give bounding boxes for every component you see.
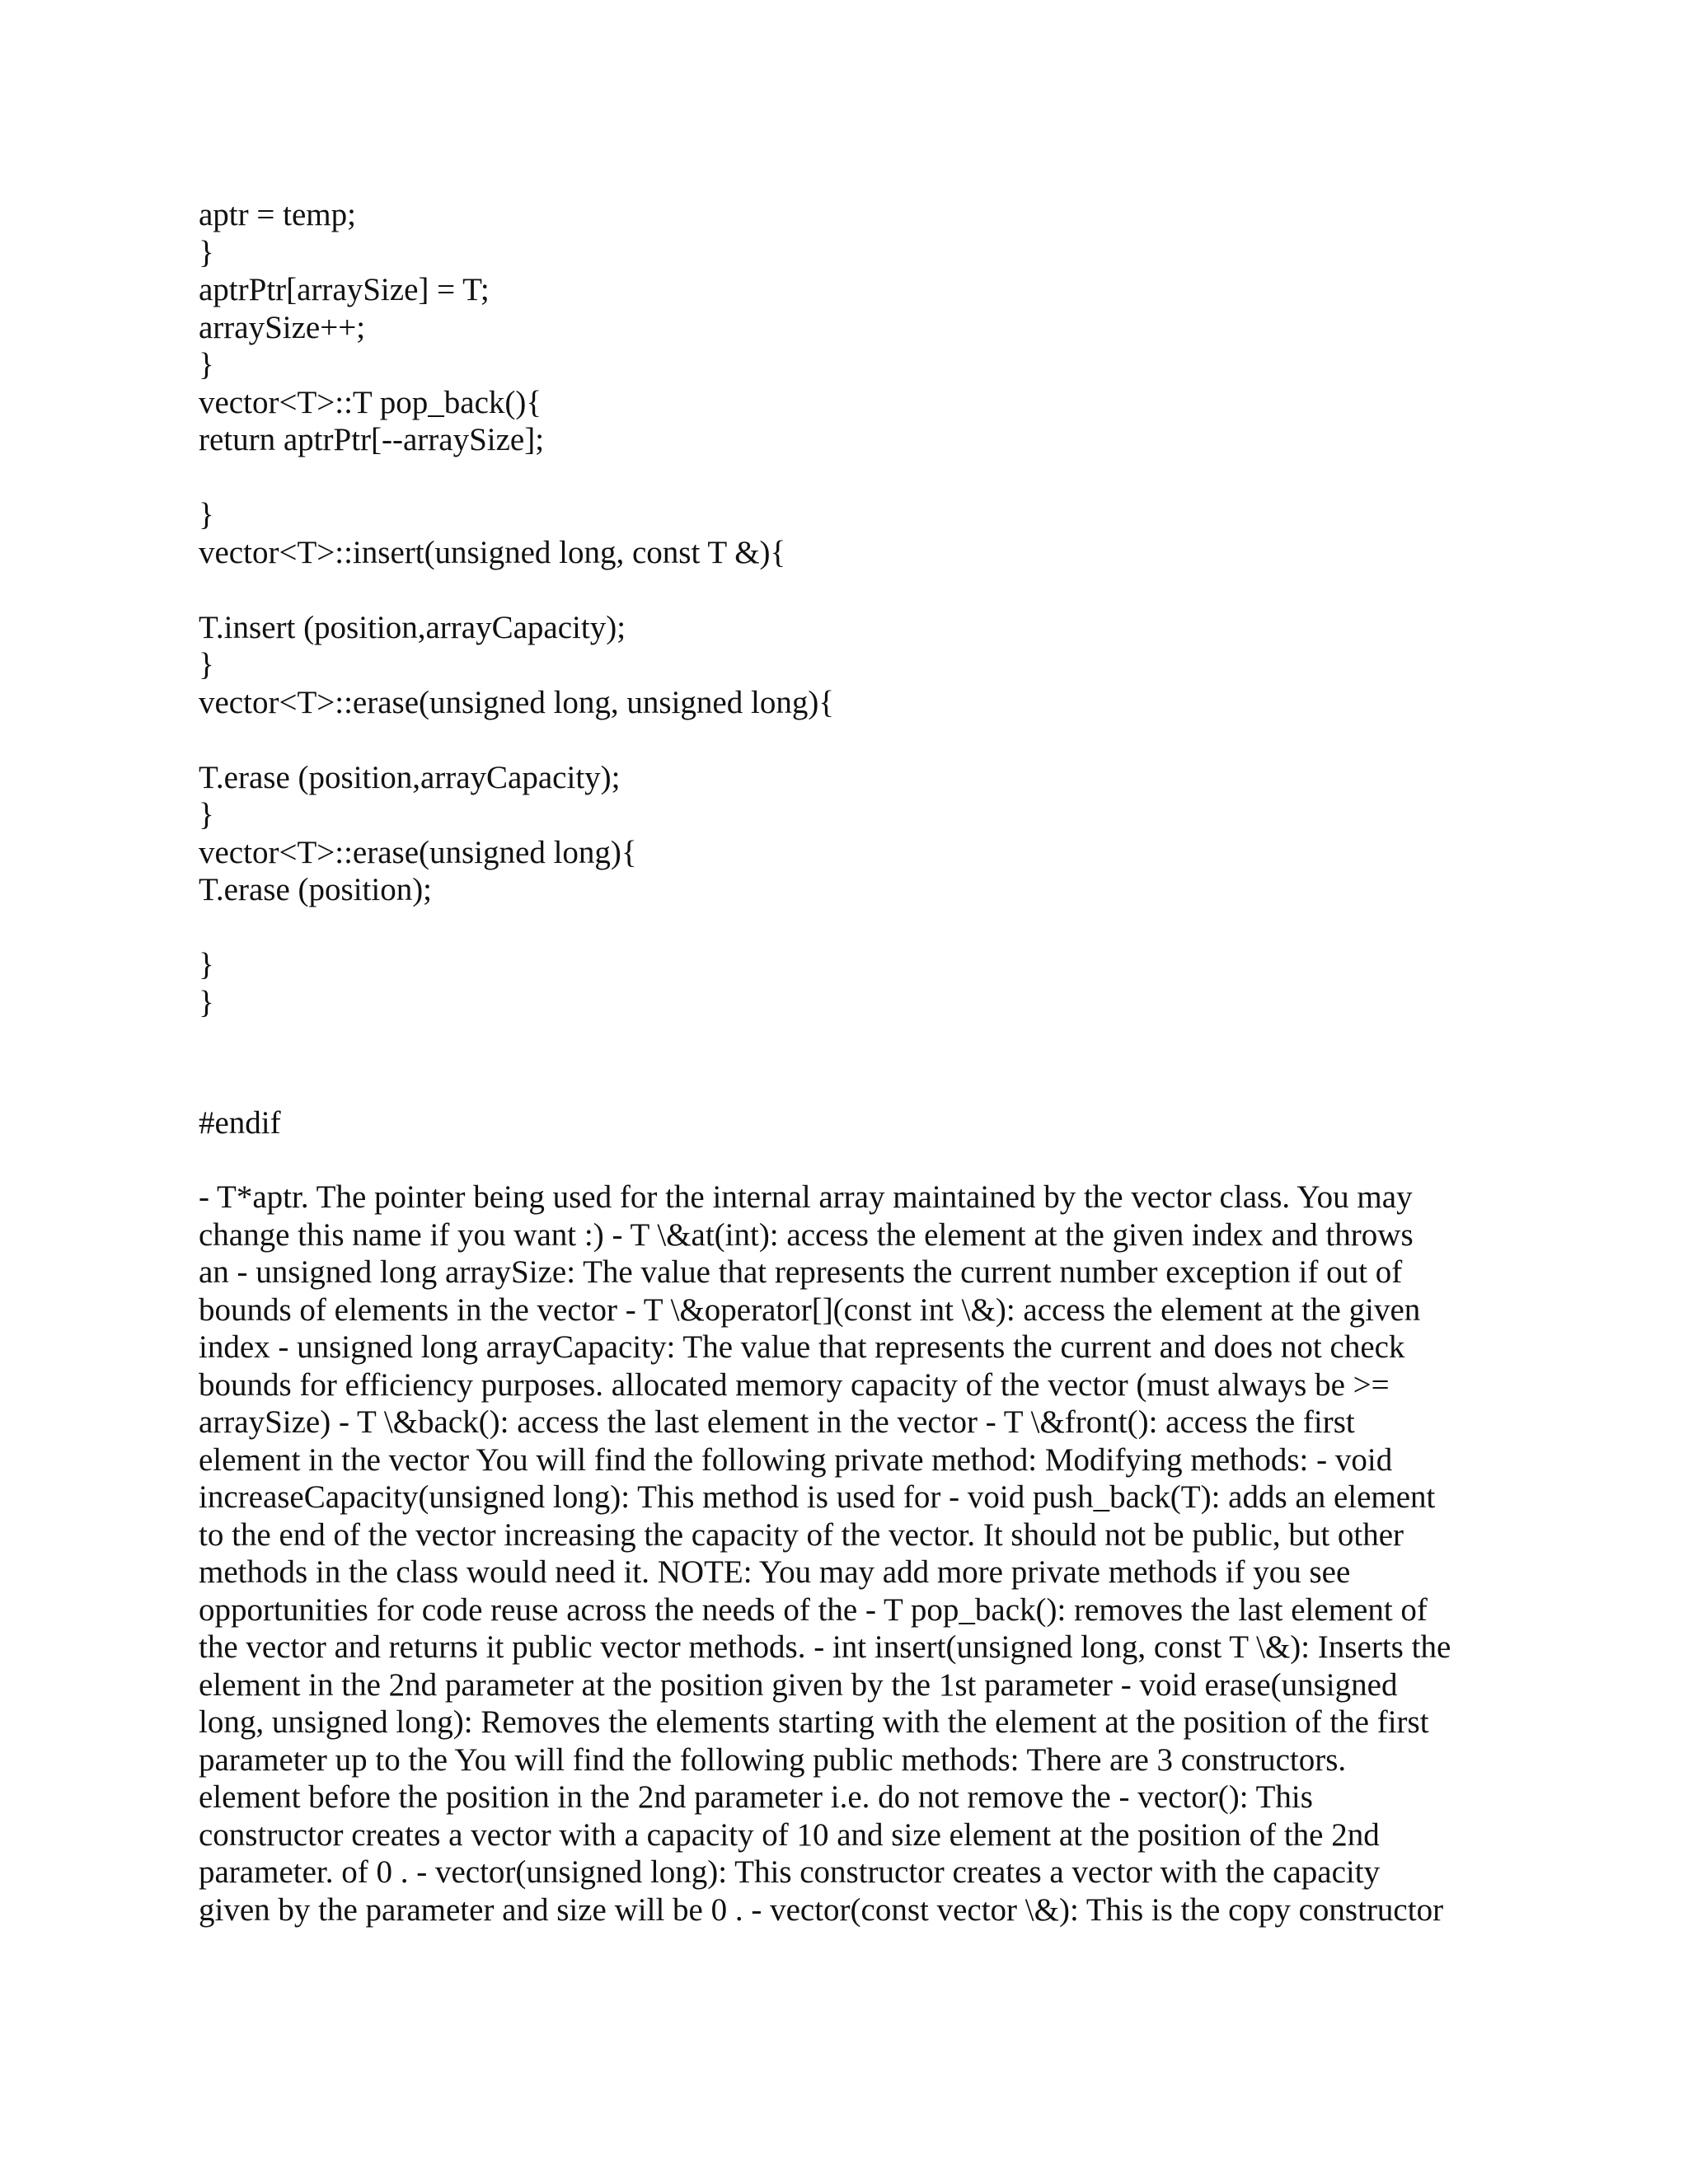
paragraph-line: element in the 2nd parameter at the position given by the 1st parameter - void erase(unsigned [199,1666,1398,1703]
paragraph-line: bounds of elements in the vector - T \&operator[](const int \&): access the element at the given [199,1291,1421,1328]
paragraph-line: an - unsigned long arraySize: The value that represents the current number exception if out of [199,1254,1403,1290]
code-line [199,459,1484,497]
paragraph-line: opportunities for code reuse across the needs of the - T pop_back(): removes the last element of [199,1591,1428,1628]
paragraph-line: change this name if you want :) - T \&at(int): access the element at the given index and throws [199,1216,1414,1253]
code-line: } [199,984,214,1020]
code-line: vector<T>::T pop_back(){ [199,384,542,420]
endif-directive: #endif [199,1105,281,1141]
code-listing [199,196,1484,1021]
paragraph-line: methods in the class would need it. NOTE: You may add more private methods if you see [199,1554,1351,1590]
code-line: return aptrPtr[--arraySize]; [199,422,545,457]
code-line: T.erase (position,arrayCapacity); [199,759,621,795]
paragraph-line: bounds for efficiency purposes. allocated memory capacity of the vector (must always be >= [199,1366,1390,1403]
code-line: T.erase (position); [199,872,433,907]
paragraph-line: element before the position in the 2nd parameter i.e. do not remove the - vector(): This [199,1779,1313,1815]
code-line: vector<T>::insert(unsigned long, const T &){ [199,534,786,570]
code-line: aptr = temp; [199,197,356,232]
paragraph-line: arraySize) - T \&back(): access the last element in the vector - T \&front(): access the first [199,1404,1355,1440]
description-paragraph [199,1179,1484,1929]
paragraph-line: parameter. of 0 . - vector(unsigned long): This constructor creates a vector with the capacity [199,1854,1381,1890]
code-line: } [199,234,214,270]
paragraph-line: parameter up to the You will find the following public methods: There are 3 constructors. [199,1741,1347,1778]
code-line: T.insert (position,arrayCapacity); [199,609,626,645]
paragraph-line: long, unsigned long): Removes the elements starting with the element at the position of the first [199,1704,1429,1740]
paragraph-line: the vector and returns it public vector methods. - int insert(unsigned long, const T \&): Inserts the [199,1629,1451,1665]
code-line: } [199,947,214,982]
paragraph-line: given by the parameter and size will be 0 . - vector(const vector \&): This is the copy constructor [199,1891,1444,1928]
code-line: } [199,797,214,832]
code-line: } [199,497,214,532]
paragraph-line: increaseCapacity(unsigned long): This method is used for - void push_back(T): adds an element [199,1479,1436,1515]
code-line [199,721,1484,759]
paragraph-line: constructor creates a vector with a capacity of 10 and size element at the position of the 2nd [199,1816,1380,1853]
paragraph-line: element in the vector You will find the following private method: Modifying methods: - void [199,1441,1393,1478]
code-line: aptrPtr[arraySize] = T; [199,272,490,307]
code-line: vector<T>::erase(unsigned long){ [199,834,637,870]
code-line: } [199,647,214,682]
paragraph-line: - T*aptr. The pointer being used for the internal array maintained by the vector class. You may [199,1179,1413,1215]
code-line [199,571,1484,609]
code-line: } [199,347,214,382]
paragraph-line: to the end of the vector increasing the capacity of the vector. It should not be public, but other [199,1516,1404,1553]
code-line: vector<T>::erase(unsigned long, unsigned long){ [199,684,835,720]
code-line [199,909,1484,947]
code-line: arraySize++; [199,309,366,345]
paragraph-line: index - unsigned long arrayCapacity: The value that represents the current and does not check [199,1329,1405,1365]
